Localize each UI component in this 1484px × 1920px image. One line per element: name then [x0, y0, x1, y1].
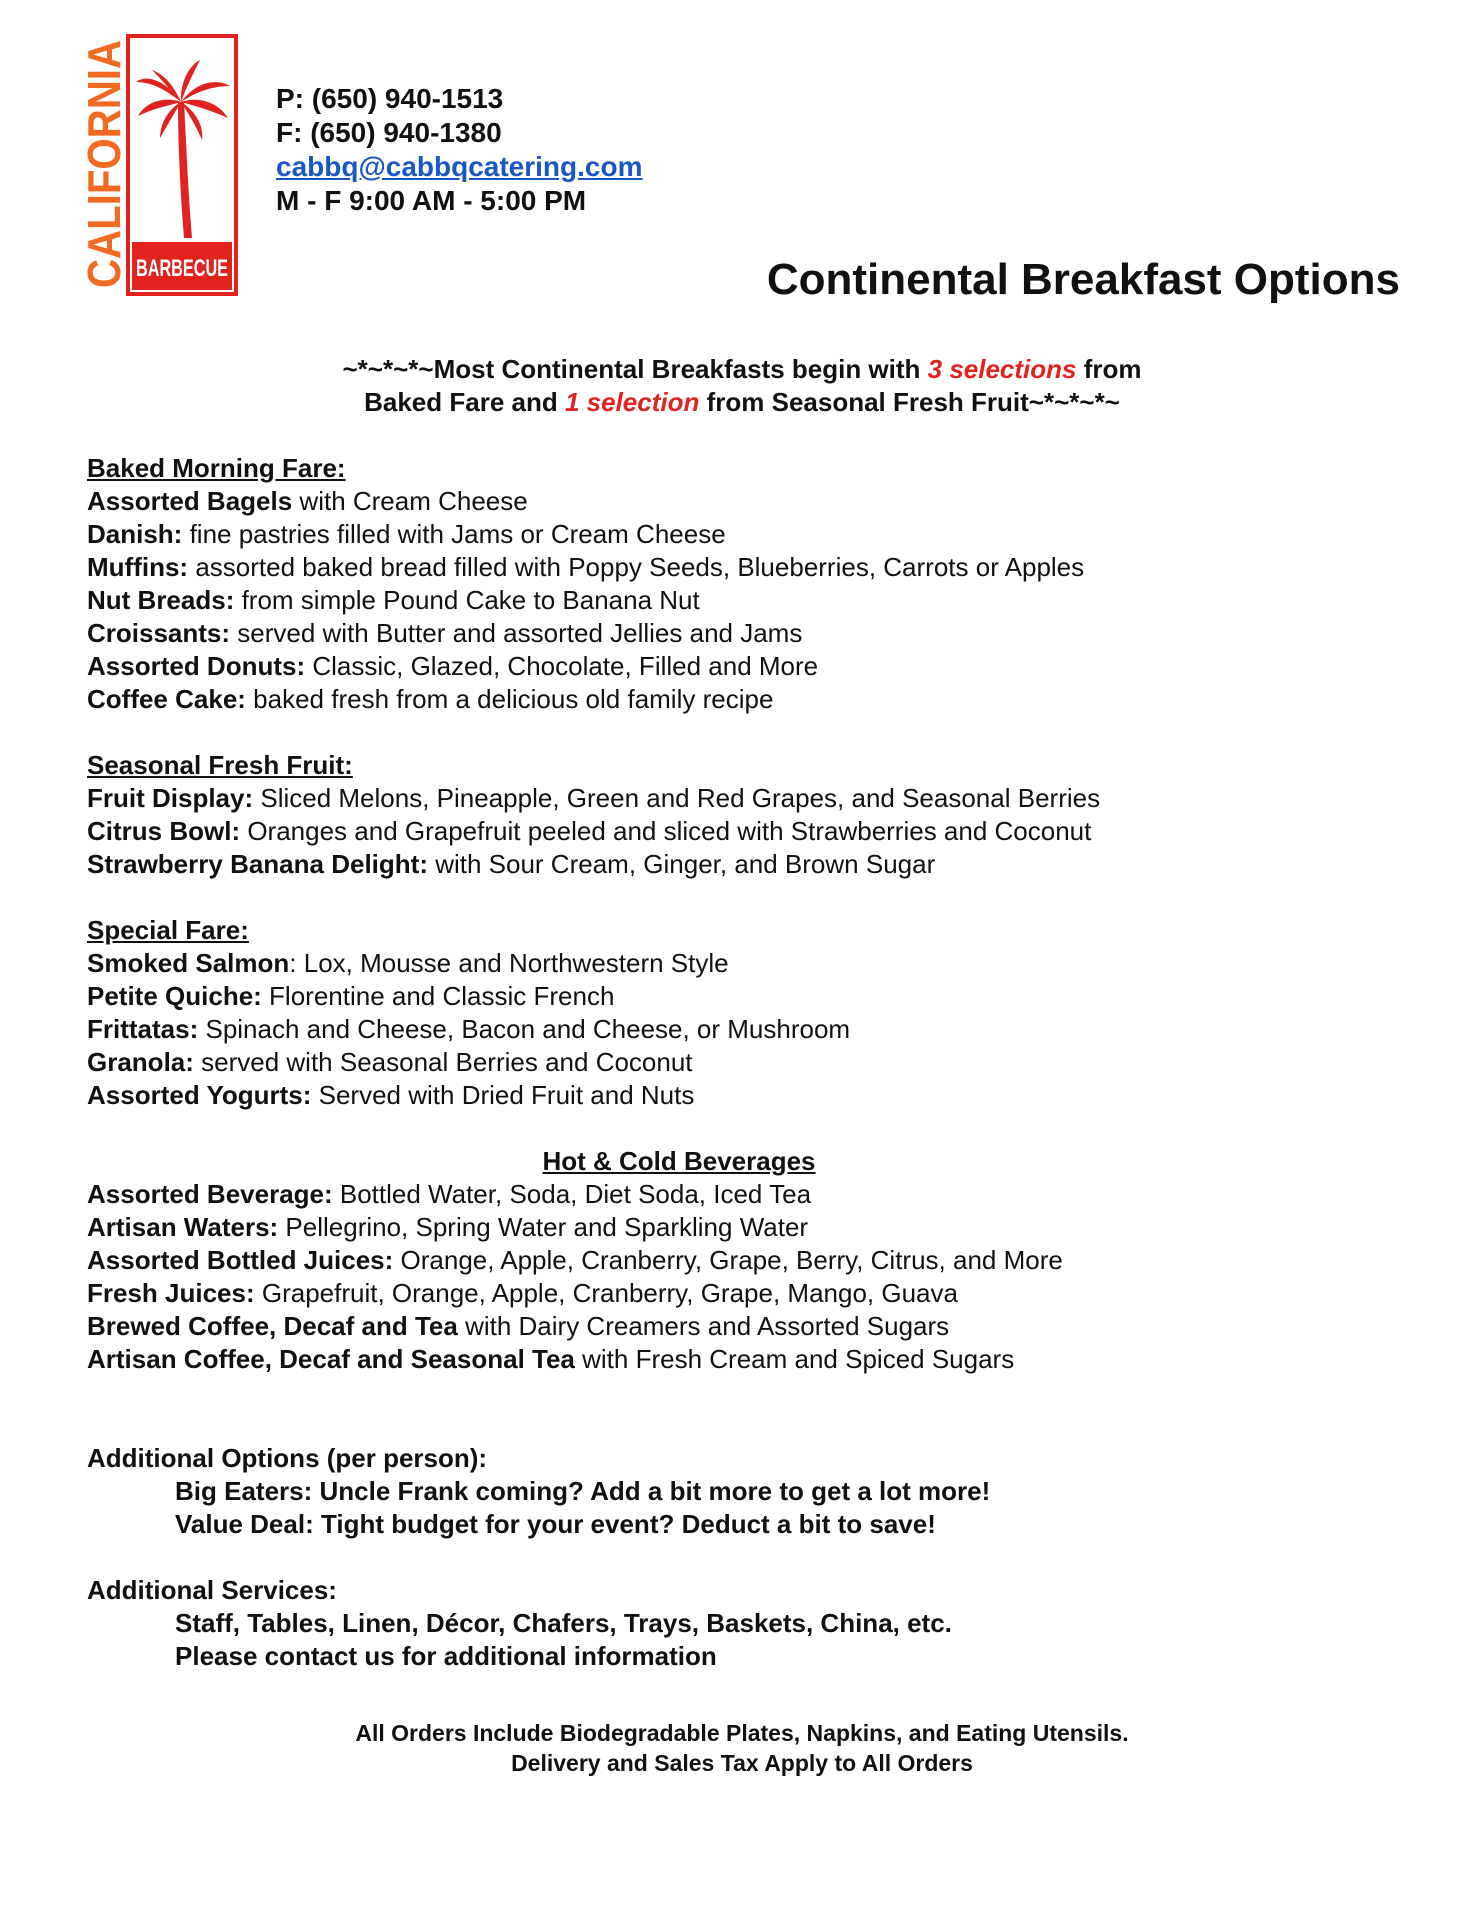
- item-name: Citrus Bowl:: [87, 816, 241, 846]
- logo-text-california: CALIFORNIA: [78, 4, 130, 288]
- page-title: Continental Breakfast Options: [766, 255, 1400, 304]
- menu-item: [87, 518, 1417, 551]
- section-heading-baked: Baked Morning Fare:: [87, 453, 346, 483]
- item-desc: with Sour Cream, Ginger, and Brown Sugar: [427, 849, 936, 879]
- option-line: Big Eaters: Uncle Frank coming? Add a bit more to get a lot more!: [175, 1476, 991, 1506]
- item-desc: with Cream Cheese: [292, 486, 528, 516]
- service-line: Staff, Tables, Linen, Décor, Chafers, Trays, Baskets, China, etc.: [175, 1608, 952, 1638]
- menu-item: [87, 650, 1417, 683]
- item-desc: Classic, Glazed, Chocolate, Filled and More: [305, 651, 819, 681]
- menu-item: [87, 1046, 1417, 1079]
- intro-text: from: [1076, 354, 1142, 384]
- intro-highlight: 1 selection: [564, 387, 700, 417]
- item-name: Granola:: [87, 1047, 194, 1077]
- intro-text: ~*~*~*~Most Continental Breakfasts begin with: [342, 354, 928, 384]
- menu-body: [87, 452, 1417, 1673]
- phone-number: P: (650) 940-1513: [276, 83, 504, 114]
- menu-item: [87, 617, 1417, 650]
- item-name: Muffins:: [87, 552, 189, 582]
- item-name: Assorted Donuts:: [87, 651, 306, 681]
- footer-line: All Orders Include Biodegradable Plates, Napkins, and Eating Utensils.: [355, 1720, 1129, 1746]
- intro-note: [0, 353, 1484, 419]
- section-heading-fruit: Seasonal Fresh Fruit:: [87, 750, 353, 780]
- service-line: Please contact us for additional information: [175, 1641, 717, 1671]
- menu-item: [87, 551, 1417, 584]
- item-desc: Bottled Water, Soda, Diet Soda, Iced Tea: [332, 1179, 812, 1209]
- contact-block: [276, 82, 643, 218]
- additional-options-heading: Additional Options (per person):: [87, 1443, 488, 1473]
- item-name: Assorted Bagels: [87, 486, 293, 516]
- item-desc: Grapefruit, Orange, Apple, Cranberry, Grape, Mango, Guava: [254, 1278, 958, 1308]
- menu-item: [87, 1178, 1417, 1211]
- fax-number: F: (650) 940-1380: [276, 117, 502, 148]
- menu-item: [87, 815, 1417, 848]
- item-name: Nut Breads:: [87, 585, 235, 615]
- menu-item: [87, 485, 1417, 518]
- menu-item: [87, 1244, 1417, 1277]
- item-name: Fresh Juices:: [87, 1278, 255, 1308]
- option-line: Value Deal: Tight budget for your event? Deduct a bit to save!: [175, 1509, 936, 1539]
- item-desc: served with Seasonal Berries and Coconut: [193, 1047, 693, 1077]
- item-desc: with Dairy Creamers and Assorted Sugars: [457, 1311, 950, 1341]
- item-name: Artisan Waters:: [87, 1212, 279, 1242]
- menu-item: [87, 1310, 1417, 1343]
- item-name: Assorted Bottled Juices:: [87, 1245, 394, 1275]
- menu-item: [87, 1211, 1417, 1244]
- palm-tree-icon: [136, 60, 230, 238]
- item-name: Strawberry Banana Delight:: [87, 849, 428, 879]
- item-name: Croissants:: [87, 618, 231, 648]
- menu-item: [87, 1013, 1417, 1046]
- intro-text: Baked Fare and: [364, 387, 565, 417]
- menu-item: [87, 1343, 1417, 1376]
- menu-item: [87, 683, 1417, 716]
- footer-note: [0, 1718, 1484, 1778]
- intro-highlight: 3 selections: [927, 354, 1077, 384]
- item-desc: Spinach and Cheese, Bacon and Cheese, or Mushroom: [198, 1014, 851, 1044]
- footer-line: Delivery and Sales Tax Apply to All Orders: [511, 1750, 973, 1776]
- email-link[interactable]: cabbq@cabbqcatering.com: [276, 151, 643, 182]
- section-heading-beverages: Hot & Cold Beverages: [542, 1146, 816, 1176]
- menu-item: [87, 980, 1417, 1013]
- item-name: Smoked Salmon: [87, 948, 290, 978]
- section-heading-special: Special Fare:: [87, 915, 249, 945]
- menu-item: [87, 1079, 1417, 1112]
- item-desc: Pellegrino, Spring Water and Sparkling Water: [278, 1212, 809, 1242]
- california-barbecue-logo: [78, 4, 244, 300]
- menu-item: [87, 1277, 1417, 1310]
- item-desc: with Fresh Cream and Spiced Sugars: [574, 1344, 1015, 1374]
- item-desc: Florentine and Classic French: [261, 981, 615, 1011]
- item-name: Danish:: [87, 519, 183, 549]
- item-desc: fine pastries filled with Jams or Cream Cheese: [182, 519, 726, 549]
- menu-item: [87, 584, 1417, 617]
- item-desc: Served with Dried Fruit and Nuts: [311, 1080, 695, 1110]
- item-name: Brewed Coffee, Decaf and Tea: [87, 1311, 458, 1341]
- item-desc: served with Butter and assorted Jellies and Jams: [230, 618, 803, 648]
- item-name: Frittatas:: [87, 1014, 199, 1044]
- item-desc: Orange, Apple, Cranberry, Grape, Berry, Citrus, and More: [393, 1245, 1063, 1275]
- item-name: Artisan Coffee, Decaf and Seasonal Tea: [87, 1344, 575, 1374]
- item-desc: baked fresh from a delicious old family recipe: [245, 684, 774, 714]
- item-desc: Sliced Melons, Pineapple, Green and Red Grapes, and Seasonal Berries: [253, 783, 1101, 813]
- business-hours: M - F 9:00 AM - 5:00 PM: [276, 185, 587, 216]
- item-name: Assorted Beverage:: [87, 1179, 333, 1209]
- item-name: Fruit Display:: [87, 783, 254, 813]
- intro-text: from Seasonal Fresh Fruit~*~*~*~: [699, 387, 1120, 417]
- item-name: Assorted Yogurts:: [87, 1080, 312, 1110]
- menu-item: [87, 782, 1417, 815]
- item-desc: assorted baked bread filled with Poppy Seeds, Blueberries, Carrots or Apples: [188, 552, 1085, 582]
- item-desc: from simple Pound Cake to Banana Nut: [234, 585, 700, 615]
- item-name: Petite Quiche:: [87, 981, 262, 1011]
- menu-item: [87, 947, 1417, 980]
- item-desc: : Lox, Mousse and Northwestern Style: [289, 948, 729, 978]
- item-name: Coffee Cake:: [87, 684, 246, 714]
- logo-text-barbecue: BARBECUE: [136, 255, 228, 282]
- additional-services-heading: Additional Services:: [87, 1575, 337, 1605]
- menu-item: [87, 848, 1417, 881]
- item-desc: Oranges and Grapefruit peeled and sliced with Strawberries and Coconut: [240, 816, 1092, 846]
